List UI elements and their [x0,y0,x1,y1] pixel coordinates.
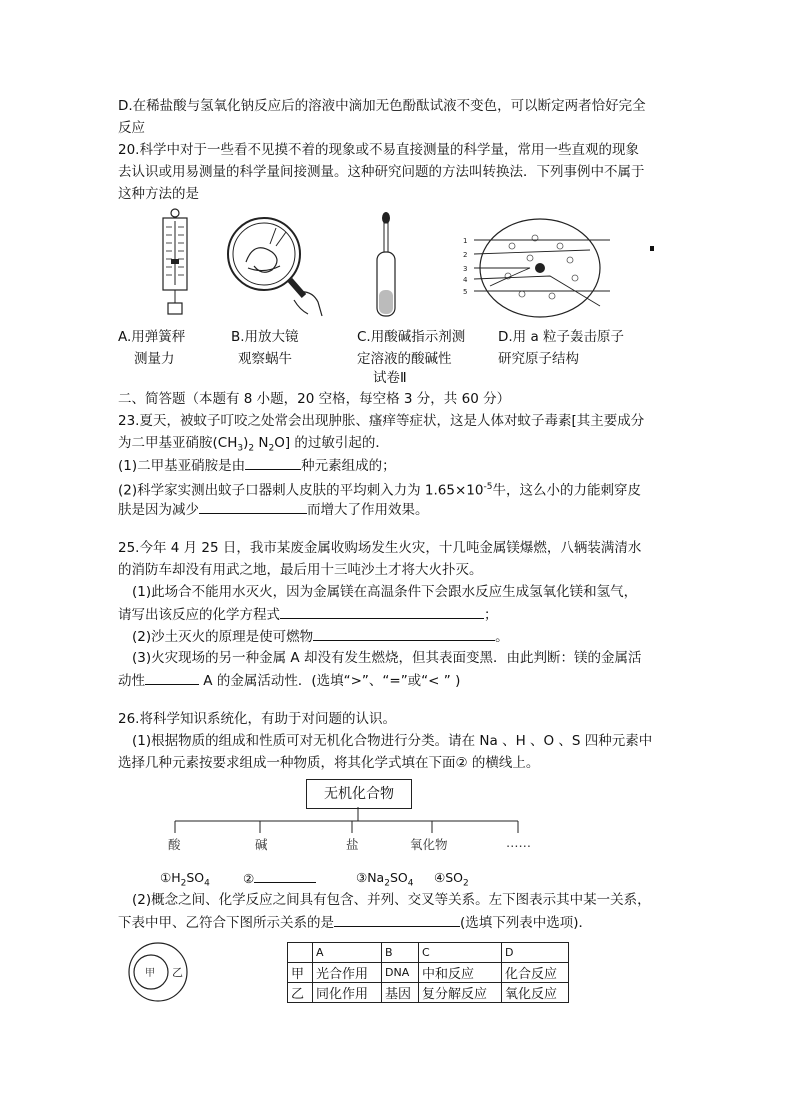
q25-line2: 的消防车却没有用武之地，最后用十三吨沙土才将大火扑灭。 [118,562,483,578]
q23-part2: (2)科学家实测出蚊子口器刺人皮肤的平均刺入力为 $1.65\times 10^{-5}$牛，这么小的力能刺穿皮 [118,482,641,499]
venn-inner-label: 甲 [145,968,155,979]
exam-part-label: 试卷Ⅱ [373,370,407,386]
table-cell: 化合反应 [502,963,569,983]
atom-label-4: 4 [463,276,468,284]
q25-blank-3[interactable] [145,670,199,685]
options-table [287,942,569,1003]
table-cell: 基因 [382,983,419,1003]
option-a-line2: 测量力 [134,351,175,367]
formula-3: $③Na_2SO_4$ [356,870,414,889]
q26-part2b: 下表中甲、乙符合下图所示关系的是 (选填下列表中选项)． [118,912,592,933]
formula-2-blank[interactable] [254,868,316,883]
q26-part1b: 选择几种元素按要求组成一种物质，将其化学式填在下面② 的横线上。 [118,755,540,771]
atom-label-5: 5 [463,288,468,296]
q23-part3: 肤是因为减少 而增大了作用效果。 [118,499,429,520]
q25-part3b: 动性 A 的金属活动性．(选填“>”、“=”或“< ” ) [118,670,460,691]
table-cell: 中和反应 [419,963,502,983]
q25-part1a: (1)此场合不能用水灭火，因为金属镁在高温条件下会跟水反应生成氢氧化镁和氢气， [132,584,638,600]
table-header-cell: C [419,943,502,963]
spring-scale-figure [150,207,200,319]
formula-4: $④SO_2$ [434,870,469,889]
tree-leaf-oxide: 氧化物 [410,837,448,852]
option-d-line2: 反应 [118,120,145,136]
option-b-line1: B.用放大镜 [231,329,299,345]
section-2-heading: 二、简答题（本题有 8 小题，20 空格，每空格 3 分，共 60 分） [118,391,511,407]
q20-line1: 20.科学中对于一些看不见摸不着的现象或不易直接测量的科学量，常用一些直观的现象 [118,142,639,158]
formula-1: $①H_2SO_4$ [160,870,210,889]
table-header-cell: B [382,943,419,963]
q26-blank-2[interactable] [334,912,460,927]
table-row [288,963,569,983]
option-c-line2: 定溶液的酸碱性 [357,351,452,367]
atom-scattering-figure [460,216,630,318]
atom-label-1: 1 [463,237,468,245]
option-d-caption-line2: 研究原子结构 [498,351,579,367]
q23-line2: 为二甲基亚硝胺$(CH_3)_2$ $N_2O$] 的过敏引起的． [118,435,389,454]
atom-label-2: 2 [463,251,468,259]
test-tube-figure [370,210,402,322]
q26-part2a: (2)概念之间、化学反应之间具有包含、并列、交叉等关系。左下图表示其中某一关系， [132,892,651,908]
option-c-line1: C.用酸碱指示剂测 [357,329,466,345]
q25-part1b: 请写出该反应的化学方程式 ； [118,604,498,625]
table-header-cell: A [313,943,382,963]
q23-part1: (1)二甲基亚硝胺是由 种元素组成的； [118,455,396,476]
tree-leaf-acid: 酸 [168,837,181,852]
option-d-line1: D.在稀盐酸与氢氧化钠反应后的溶液中滴加无色酚酞试液不变色，可以断定两者恰好完全 [118,98,646,114]
table-cell: 复分解反应 [419,983,502,1003]
q26-line1: 26.将科学知识系统化，有助于对问题的认识。 [118,711,396,727]
table-header-cell [288,943,313,963]
tree-leaf-etc: …… [506,835,531,850]
tree-root-box: 无机化合物 [306,779,412,809]
q25-part3a: (3)火灾现场的另一种金属 A 却没有发生燃烧，但其表面变黑．由此判断：镁的金属活 [132,650,642,666]
tree-leaf-salt: 盐 [346,837,359,852]
table-cell: 光合作用 [313,963,382,983]
table-cell: 氧化反应 [502,983,569,1003]
table-cell: 甲 [288,963,313,983]
q20-line3: 这种方法的是 [118,186,199,202]
atom-label-3: 3 [463,265,468,273]
table-cell: 乙 [288,983,313,1003]
q25-part2: (2)沙土灭火的原理是使可燃物 。 [132,626,509,647]
venn-diagram [120,942,200,1004]
q25-blank-1[interactable] [280,604,484,619]
table-row [288,983,569,1003]
table-cell: 同化作用 [313,983,382,1003]
q23-line1: 23.夏天，被蚊子叮咬之处常会出现肿胀、瘙痒等症状，这是人体对蚊子毒素[其主要成分 [118,413,645,429]
formula-2: ② [243,868,316,889]
q25-blank-2[interactable] [313,626,495,641]
tree-connectors [160,807,530,837]
option-b-line2: 观察蜗牛 [238,351,292,367]
table-header-row [288,943,569,963]
venn-outer-label: 乙 [172,966,183,979]
q20-line2: 去认识或用易测量的科学量间接测量。这种研究问题的方法叫转换法．下列事例中不属于 [118,164,645,180]
table-cell: DNA [382,963,419,983]
option-d-caption-line1: D.用 a 粒子轰击原子 [498,329,625,345]
q23-blank-1[interactable] [245,455,301,470]
q26-part1a: (1)根据物质的组成和性质可对无机化合物进行分类。请在 Na 、H 、O 、S 四种元素中 [132,733,653,749]
table-header-cell: D [502,943,569,963]
tree-leaf-base: 碱 [255,837,268,852]
q25-line1: 25.今年 4 月 25 日，我市某废金属收购场发生火灾，十几吨金属镁爆燃，八辆装满清水 [118,540,642,556]
stray-mark [650,246,654,251]
option-a-line1: A.用弹簧秤 [118,329,186,345]
q23-blank-2[interactable] [199,499,307,514]
magnifier-figure [220,210,324,318]
